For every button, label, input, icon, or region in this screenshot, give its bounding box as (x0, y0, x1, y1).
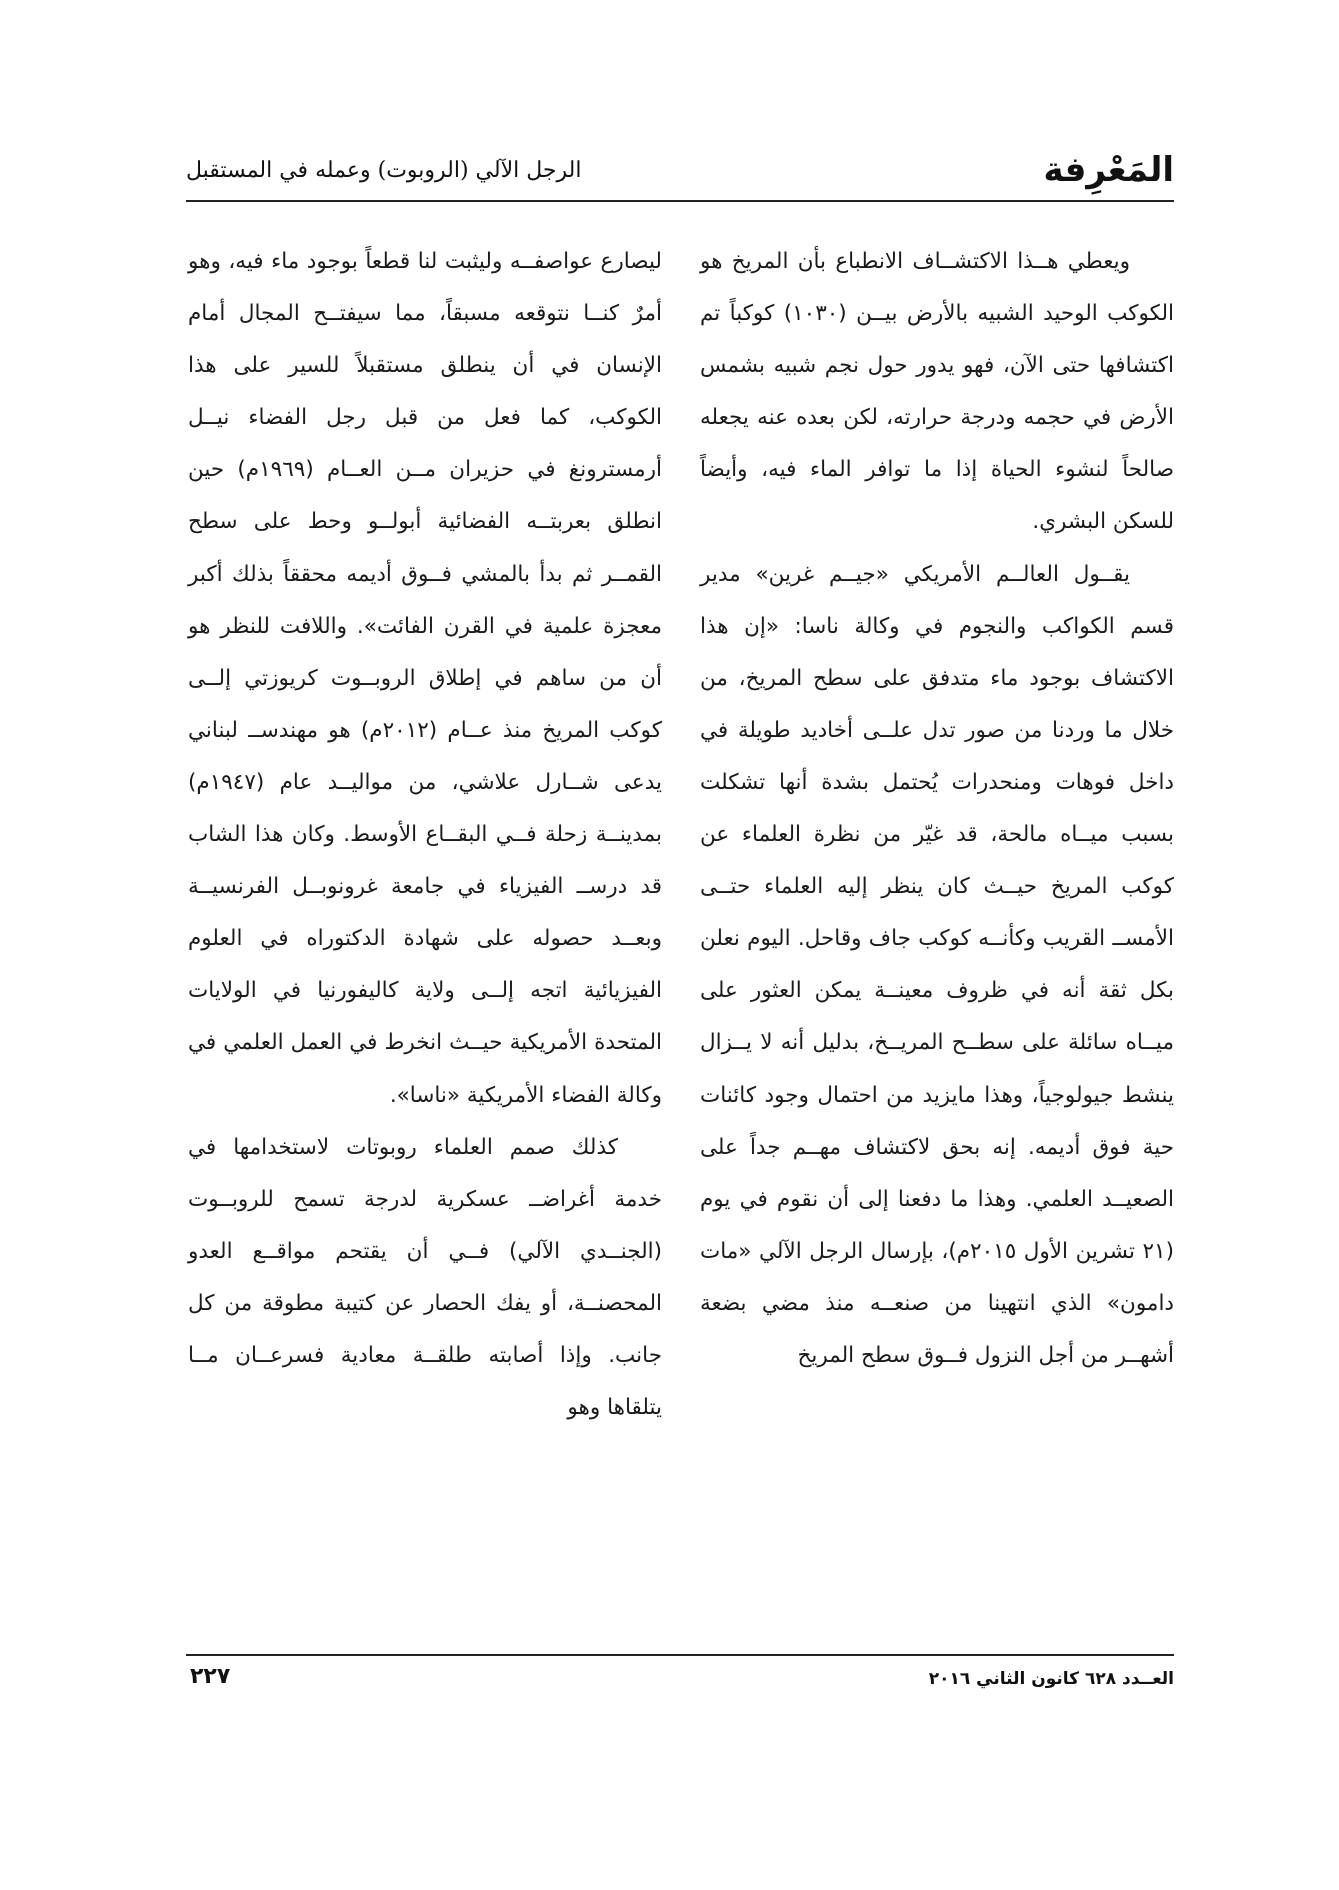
magazine-logo: المَعْرِفة (1043, 150, 1174, 190)
page-number: ٢٢٧ (190, 1664, 231, 1689)
left-paragraph-2: كذلك صمم العلماء روبوتات لاستخدامها في خدمة أغراضــ عسكرية لدرجة تسمح للروبــوت (الجنــدي الآلي) فــي أن يقتحم مواقــع العدو المحصنــة، أو يفك الحصار عن كتيبة مطوقة من كل جانب. وإذا أصابته طلقــة معادية فسرعــان مــا يتلقاها وهو (188, 1134, 662, 1421)
right-column (700, 236, 1174, 1382)
issue-info: العــدد ٦٢٨ كانون الثاني ٢٠١٦ (928, 1669, 1174, 1689)
running-title: الرجل الآلي (الروبوت) وعمله في المستقبل (186, 158, 582, 183)
page-header (186, 148, 1174, 194)
left-paragraph-1: ليصارع عواصفــه وليثبت لنا قطعاً بوجود ماء فيه، وهو أمرٌ كنــا نتوقعه مسبقاً، مما سيفتــح المجال أمام الإنسان في أن ينطلق مستقبلاً للسير على هذا الكوكب، كما فعل من قبل رجل الفضاء نيــل أرمسترونغ في حزيران مــن العــام (١٩٦٩م) حين انطلق بعربتــه الفضائية أبولــو وحط على سطح القمــر ثم بدأ بالمشي فــوق أديمه محققاً بذلك أكبر معجزة علمية في القرن الفائت». واللافت للنظر هو أن من ساهم في إطلاق الروبــوت كريوزتي إلــى كوكب المريخ منذ عــام (٢٠١٢م) هو مهندســ لبناني يدعى شــارل علاشي، من مواليــد عام (١٩٤٧م) بمدينــة زحلة فــي البقــاع الأوسط. وكان هذا الشاب قد درســ الفيزياء في جامعة غرونوبــل الفرنسيــة وبعــد حصوله على شهادة الدكتوراه في العلوم الفيزيائية اتجه إلــى ولاية كاليفورنيا في الولايات المتحدة الأمريكية حيــث انخرط في العمل العلمي في وكالة الفضاء الأمريكية «ناسا». (188, 249, 662, 1108)
left-column (188, 236, 662, 1434)
header-divider (186, 200, 1174, 202)
right-paragraph-1: ويعطي هــذا الاكتشــاف الانطباع بأن المريخ هو الكوكب الوحيد الشبيه بالأرض بيــن (١٠٣٠) كوكباً تم اكتشافها حتى الآن، فهو يدور حول نجم شبيه بشمس الأرض في حجمه ودرجة حرارته، لكن بعده عنه يجعله صالحاً لنشوء الحياة إذا ما توافر الماء فيه، وأيضاً للسكن البشري. (700, 249, 1175, 535)
right-paragraph-2: يقــول العالــم الأمريكي «جيــم غرين» مدير قسم الكواكب والنجوم في وكالة ناسا: «إن هذا الاكتشاف بوجود ماء متدفق على سطح المريخ، من خلال ما وردنا من صور تدل علــى أخاديد طويلة في داخل فوهات ومنحدرات يُحتمل بشدة أنها تشكلت بسبب ميــاه مالحة، قد غيّر من نظرة العلماء عن كوكب المريخ حيــث كان ينظر إليه العلماء حتــى الأمســ القريب وكأنــه كوكب جاف وقاحل. اليوم نعلن بكل ثقة أنه في ظروف معينــة يمكن العثور على ميــاه سائلة على سطــح المريــخ، بدليل أنه لا يــزال ينشط جيولوجياً، وهذا مايزيد من احتمال وجود كائنات حية فوق أديمه. إنه بحق لاكتشاف مهــم جداً على الصعيــد العلمي. وهذا ما دفعنا إلى أن نقوم في يوم (٢١ تشرين الأول ٢٠١٥م)، بإرسال الرجل الآلي «مات دامون» الذي انتهينا من صنعــه منذ مضي بضعة أشهــر من أجل النزول فــوق سطح المريخ (700, 561, 1174, 1368)
footer-divider (186, 1654, 1174, 1656)
